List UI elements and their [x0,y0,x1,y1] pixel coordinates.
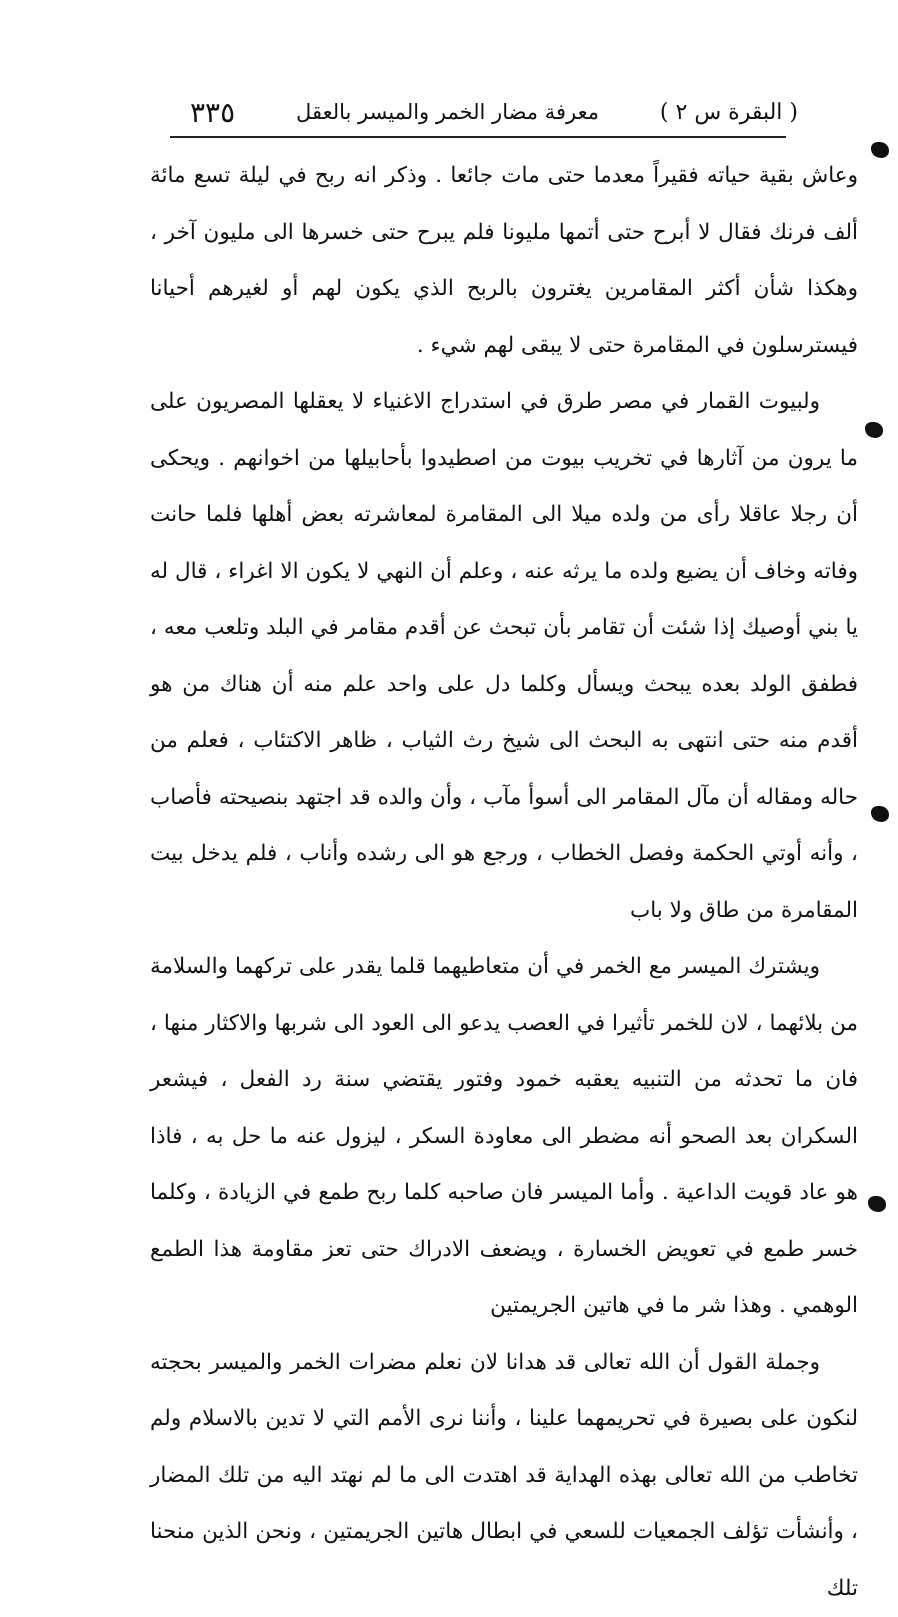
margin-mark-icon [871,142,889,158]
page-number: ٣٣٥ [190,96,235,129]
paragraph: ولبيوت القمار في مصر طرق في استدراج الاغنياء لا يعقلها المصريون على ما يرون من آثارها في تخريب بيوت من اصطيدوا بأحابيلها من اخوانهم . ويحكى أن رجلا عاقلا رأى من ولده ميلا الى المقامرة لمعاشرته بعض أهلها فلما حانت وفاته وخاف أن يضيع ولده ما يرثه عنه ، وعلم أن النهي لا يكون الا اغراء ، قال له يا بني أوصيك إذا شئت أن تقامر بأن تبحث عن أقدم مقامر في البلد وتلعب معه ، فطفق الولد بعده يبحث ويسأل وكلما دل على واحد علم منه أن هناك من هو أقدم منه حتى انتهى به البحث الى شيخ رث الثياب ، ظاهر الاكتئاب ، فعلم من حاله ومقاله أن مآل المقامر الى أسوأ مآب ، وأن والده قد اجتهد بنصيحته فأصاب ، وأنه أوتي الحكمة وفصل الخطاب ، ورجع هو الى رشده وأناب ، فلم يدخل بيت المقامرة من طاق ولا باب [150,374,858,939]
chapter-reference: ( البقرة س ٢ ) [660,100,798,125]
page-header [190,92,798,132]
margin-mark-icon [871,806,889,822]
margin-mark-icon [865,422,883,438]
paragraph: ويشترك الميسر مع الخمر في أن متعاطيهما قلما يقدر على تركهما والسلامة من بلائهما ، لان للخمر تأثيرا في العصب يدعو الى العود الى شربها والاكثار منها ، فان ما تحدثه من التنبيه يعقبه خمود وفتور يقتضي سنة رد الفعل ، فيشعر السكران بعد الصحو أنه مضطر الى معاودة السكر ، ليزول عنه ما حل به ، فاذا هو عاد قويت الداعية . وأما الميسر فان صاحبه كلما ربح طمع في الزيادة ، وكلما خسر طمع في تعويض الخسارة ، ويضعف الادراك حتى تعز مقاومة هذا الطمع الوهمي . وهذا شر ما في هاتين الجريمتين [150,939,858,1335]
body-text [150,148,858,1617]
header-rule [170,136,786,138]
margin-mark-icon [868,1196,886,1212]
paragraph: وعاش بقية حياته فقيراً معدما حتى مات جائعا . وذكر انه ربح في ليلة تسع مائة ألف فرنك فقال لا أبرح حتى أتمها مليونا فلم يبرح حتى خسرها الى مليون آخر ، وهكذا شأن أكثر المقامرين يغترون بالربح الذي يكون لهم أو لغيرهم أحيانا فيسترسلون في المقامرة حتى لا يبقى لهم شيء . [150,148,858,374]
running-title: معرفة مضار الخمر والميسر بالعقل [235,100,660,124]
paragraph: وجملة القول أن الله تعالى قد هدانا لان نعلم مضرات الخمر والميسر بحجته لنكون على بصيرة في تحريمهما علينا ، وأننا نرى الأمم التي لا تدين بالاسلام ولم تخاطب من الله تعالى بهذه الهداية قد اهتدت الى ما لم نهتد اليه من تلك المضار ، وأنشأت تؤلف الجمعيات للسعي في ابطال هاتين الجريمتين ، ونحن الذين منحنا تلك [150,1335,858,1617]
